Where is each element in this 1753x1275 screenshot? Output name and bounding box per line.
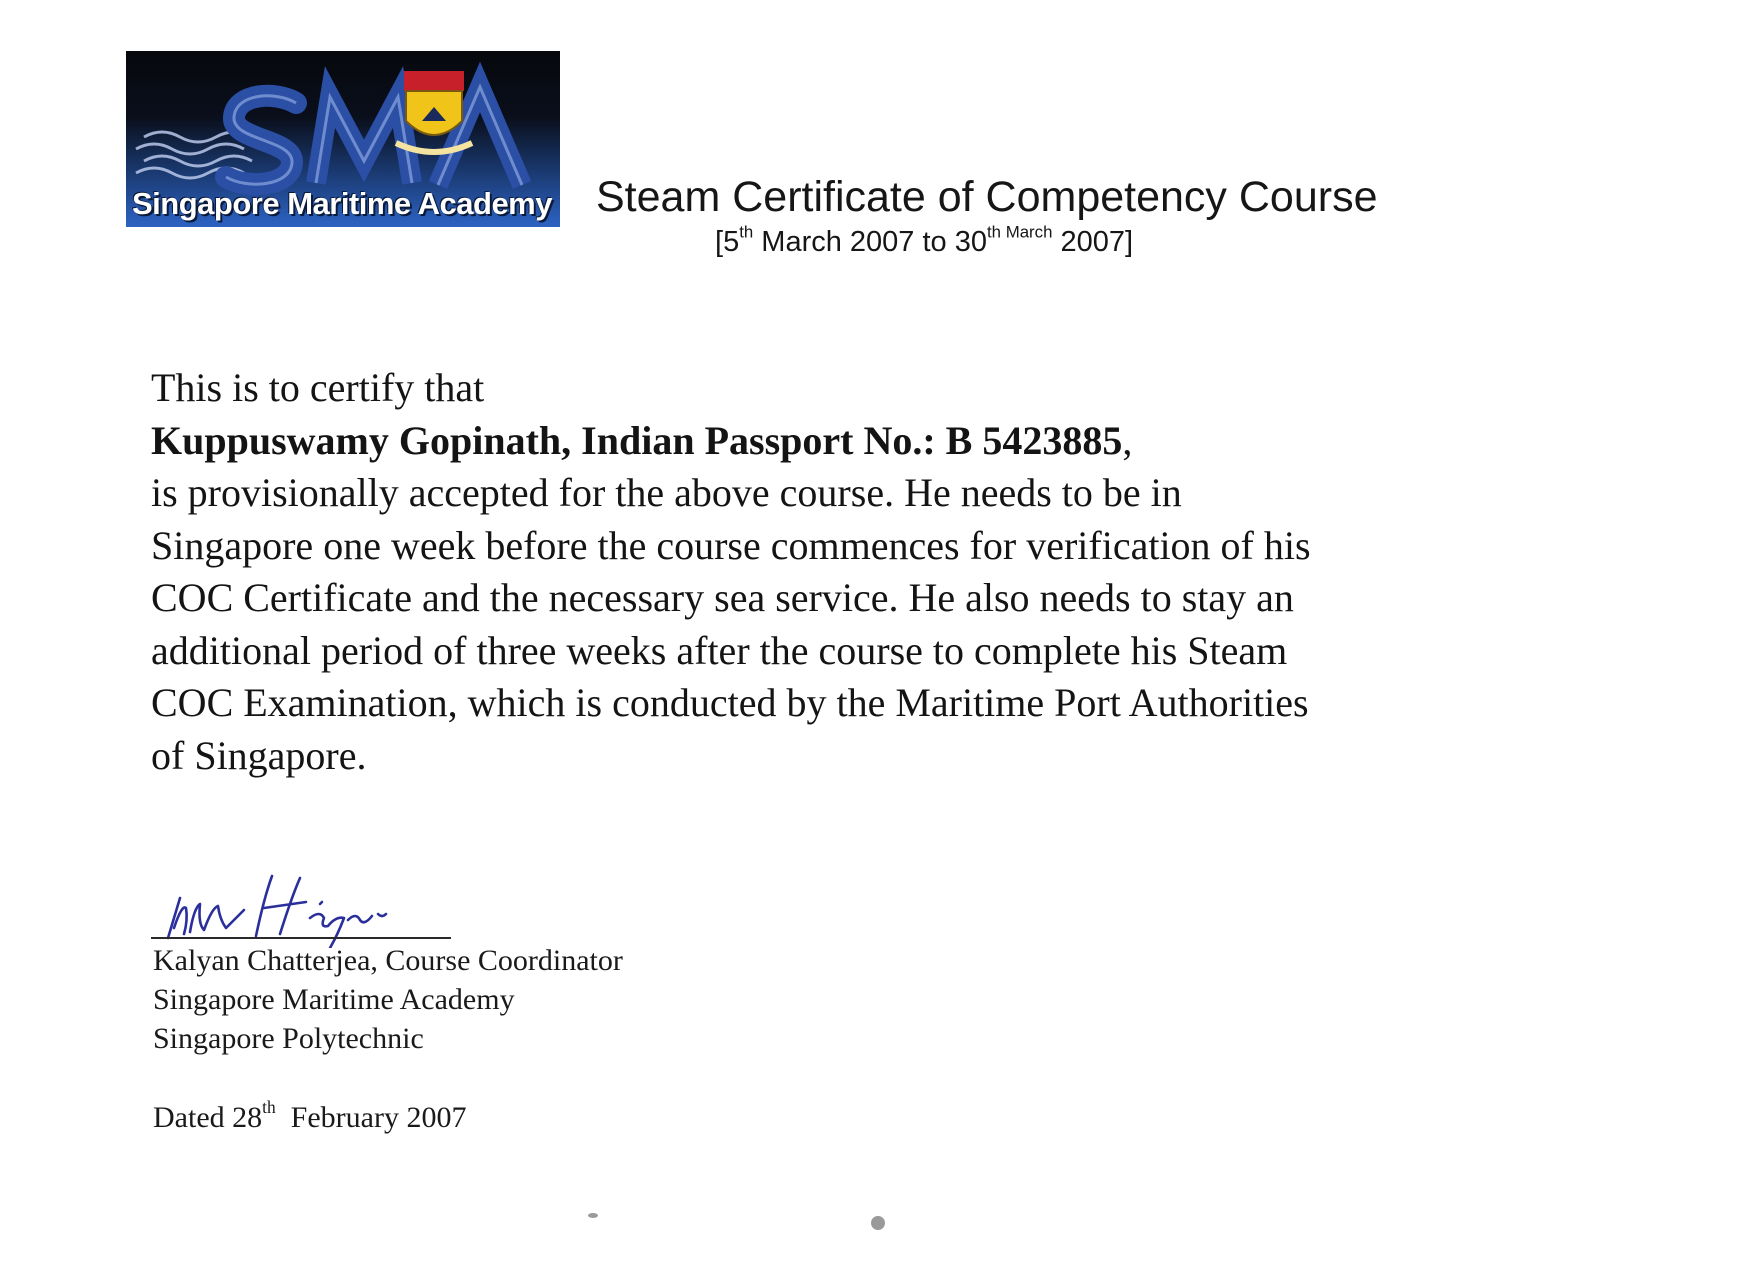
course-title: Steam Certificate of Competency Course <box>596 173 1378 221</box>
sma-logo <box>126 51 560 227</box>
holder-name: Kuppuswamy Gopinath, Indian Passport No.: B 5423885 <box>151 417 1123 463</box>
signatory-organization: Singapore Maritime Academy <box>153 983 515 1016</box>
certificate-body <box>151 362 1551 782</box>
signature-line <box>151 937 451 939</box>
signatory-name: Kalyan Chatterjea, Course Coordinator <box>153 944 623 977</box>
body-line: is provisionally accepted for the above course. He needs to be in <box>151 470 1182 515</box>
body-line: Singapore one week before the course commences for verification of his <box>151 522 1311 568</box>
course-dates: [5th March 2007 to 30th $^{March}$ 2007] <box>715 222 1134 258</box>
logo-academy-name: Singapore Maritime Academy <box>132 186 552 221</box>
holder-line: Kuppuswamy Gopinath, Indian Passport No.: B 5423885, <box>151 417 1133 463</box>
issue-date: Dated 28th February 2007 <box>153 1097 467 1134</box>
body-line: of Singapore. <box>151 732 367 778</box>
body-line: additional period of three weeks after the course to complete his Steam <box>151 627 1288 673</box>
body-line: COC Examination, which is conducted by the Maritime Port Authorities <box>151 680 1309 725</box>
scan-speck <box>871 1216 885 1230</box>
scan-speck <box>588 1213 598 1218</box>
body-line: COC Certificate and the necessary sea service. He also needs to stay an <box>151 575 1294 620</box>
signatory-institution: Singapore Polytechnic <box>153 1022 424 1055</box>
signatory-block <box>153 941 623 1058</box>
certify-intro: This is to certify that <box>151 365 485 410</box>
handwritten-signature <box>160 868 420 948</box>
